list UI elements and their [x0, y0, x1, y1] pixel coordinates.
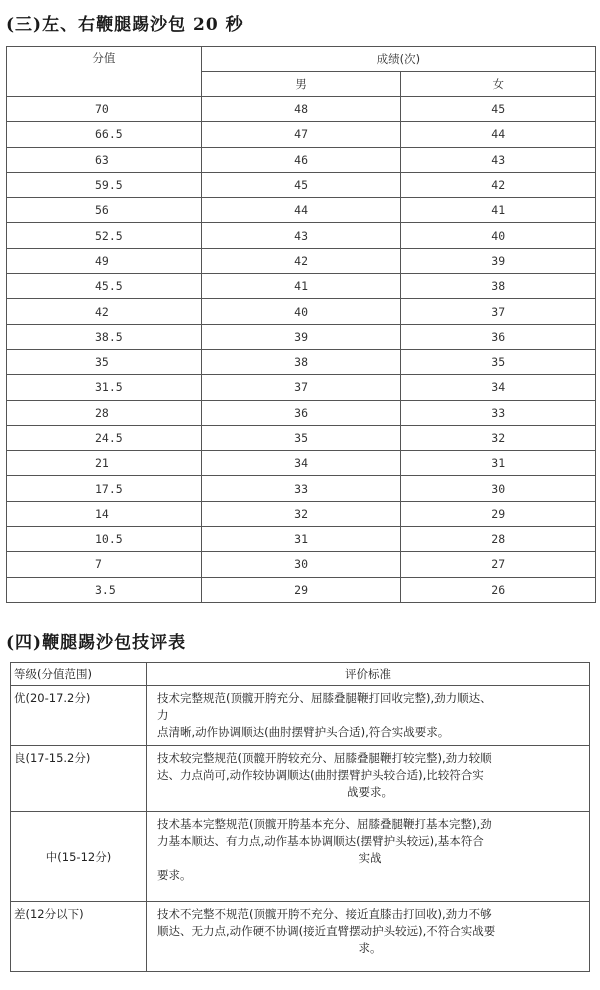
male-count-cell: 29 — [201, 577, 401, 602]
criteria-line: 要求。 — [157, 868, 192, 882]
criteria-line: 技术较完整规范(顶髋开胯较充分、屈膝叠腿鞭打较完整),劲力较顺 — [157, 751, 492, 765]
male-count-cell: 33 — [201, 476, 401, 501]
male-count-cell: 45 — [201, 172, 401, 197]
score-cell: 49 — [7, 248, 202, 273]
female-count-cell: 31 — [401, 451, 596, 476]
eval-header-row — [11, 663, 590, 686]
male-count-cell: 40 — [201, 299, 401, 324]
male-count-cell: 48 — [201, 97, 401, 122]
score-cell: 14 — [7, 501, 202, 526]
header-criteria: 评价标准 — [147, 663, 590, 686]
male-count-cell: 31 — [201, 527, 401, 552]
score-cell: 10.5 — [7, 527, 202, 552]
score-cell: 17.5 — [7, 476, 202, 501]
table-row — [7, 324, 596, 349]
criteria-line: 点清晰,动作协调顺达(曲肘摆臂护头合适),符合实战要求。 — [157, 725, 450, 739]
score-cell: 42 — [7, 299, 202, 324]
female-count-cell: 28 — [401, 527, 596, 552]
score-table — [6, 46, 596, 603]
score-cell: 56 — [7, 198, 202, 223]
table-row — [7, 425, 596, 450]
eval-row — [11, 686, 590, 746]
score-cell: 28 — [7, 400, 202, 425]
score-cell: 59.5 — [7, 172, 202, 197]
female-count-cell: 29 — [401, 501, 596, 526]
eval-row — [11, 812, 590, 902]
score-cell: 7 — [7, 552, 202, 577]
male-count-cell: 36 — [201, 400, 401, 425]
header-female: 女 — [401, 72, 596, 97]
criteria-cell — [147, 686, 590, 746]
female-count-cell: 43 — [401, 147, 596, 172]
male-count-cell: 34 — [201, 451, 401, 476]
female-count-cell: 44 — [401, 122, 596, 147]
grade-cell: 差(12分以下) — [11, 902, 147, 972]
section-4-title: (四)鞭腿踢沙包技评表 — [6, 633, 187, 653]
criteria-line: 战要求。 — [347, 785, 393, 799]
score-cell: 31.5 — [7, 375, 202, 400]
female-count-cell: 37 — [401, 299, 596, 324]
table-row — [7, 400, 596, 425]
score-cell: 21 — [7, 451, 202, 476]
table-row — [7, 198, 596, 223]
criteria-line: 技术完整规范(顶髋开胯充分、屈膝叠腿鞭打回收完整),劲力顺达、 — [157, 691, 492, 705]
female-count-cell: 35 — [401, 349, 596, 374]
female-count-cell: 41 — [401, 198, 596, 223]
male-count-cell: 41 — [201, 274, 401, 299]
female-count-cell: 34 — [401, 375, 596, 400]
score-cell: 52.5 — [7, 223, 202, 248]
criteria-line: 达、力点尚可,动作较协调顺达(曲肘摆臂护头较合适),比较符合实 — [157, 768, 484, 782]
male-count-cell: 38 — [201, 349, 401, 374]
female-count-cell: 33 — [401, 400, 596, 425]
table-row — [7, 577, 596, 602]
score-cell: 24.5 — [7, 425, 202, 450]
female-count-cell: 42 — [401, 172, 596, 197]
criteria-line: 求。 — [358, 941, 382, 955]
male-count-cell: 44 — [201, 198, 401, 223]
criteria-line: 力基本顺达、有力点,动作基本协调顺达(摆臂护头较远),基本符合 — [157, 834, 484, 848]
score-cell: 63 — [7, 147, 202, 172]
table-row — [7, 501, 596, 526]
table-row — [7, 527, 596, 552]
male-count-cell: 32 — [201, 501, 401, 526]
criteria-cell — [147, 812, 590, 902]
male-count-cell: 47 — [201, 122, 401, 147]
table-row — [7, 552, 596, 577]
header-male: 男 — [201, 72, 401, 97]
female-count-cell: 27 — [401, 552, 596, 577]
female-count-cell: 45 — [401, 97, 596, 122]
table-row — [7, 349, 596, 374]
criteria-cell — [147, 902, 590, 972]
table-row — [7, 172, 596, 197]
grade-cell: 良(17-15.2分) — [11, 746, 147, 812]
table-row — [7, 274, 596, 299]
table-row — [7, 223, 596, 248]
criteria-line: 实战 — [358, 851, 382, 865]
eval-row — [11, 902, 590, 972]
female-count-cell: 30 — [401, 476, 596, 501]
grade-cell: 中(15-12分) — [11, 812, 147, 902]
male-count-cell: 46 — [201, 147, 401, 172]
male-count-cell: 30 — [201, 552, 401, 577]
table-row — [7, 375, 596, 400]
score-cell: 66.5 — [7, 122, 202, 147]
table-header-row — [7, 47, 596, 72]
section-3-title: (三)左、右鞭腿踢沙包 20 秒 — [6, 15, 244, 35]
male-count-cell: 39 — [201, 324, 401, 349]
score-cell: 35 — [7, 349, 202, 374]
score-cell: 3.5 — [7, 577, 202, 602]
criteria-cell — [147, 746, 590, 812]
criteria-line: 顺达、无力点,动作硬不协调(接近直臂摆动护头较远),不符合实战要 — [157, 924, 496, 938]
score-cell: 45.5 — [7, 274, 202, 299]
male-count-cell: 35 — [201, 425, 401, 450]
table-row — [7, 299, 596, 324]
male-count-cell: 37 — [201, 375, 401, 400]
table-row — [7, 476, 596, 501]
male-count-cell: 43 — [201, 223, 401, 248]
score-cell: 70 — [7, 97, 202, 122]
criteria-line: 技术不完整不规范(顶髋开胯不充分、接近直膝击打回收),劲力不够 — [157, 907, 492, 921]
table-row — [7, 122, 596, 147]
table-row — [7, 97, 596, 122]
criteria-line: 技术基本完整规范(顶髋开胯基本充分、屈膝叠腿鞭打基本完整),劲 — [157, 817, 492, 831]
female-count-cell: 38 — [401, 274, 596, 299]
female-count-cell: 26 — [401, 577, 596, 602]
female-count-cell: 32 — [401, 425, 596, 450]
table-row — [7, 248, 596, 273]
header-score: 分值 — [7, 47, 202, 97]
criteria-line: 力 — [157, 708, 169, 722]
female-count-cell: 40 — [401, 223, 596, 248]
table-row — [7, 451, 596, 476]
header-grade: 等级(分值范围) — [11, 663, 147, 686]
grade-cell: 优(20-17.2分) — [11, 686, 147, 746]
female-count-cell: 36 — [401, 324, 596, 349]
male-count-cell: 42 — [201, 248, 401, 273]
eval-row — [11, 746, 590, 812]
score-cell: 38.5 — [7, 324, 202, 349]
table-row — [7, 147, 596, 172]
header-result: 成绩(次) — [201, 47, 595, 72]
female-count-cell: 39 — [401, 248, 596, 273]
evaluation-table — [10, 662, 590, 972]
